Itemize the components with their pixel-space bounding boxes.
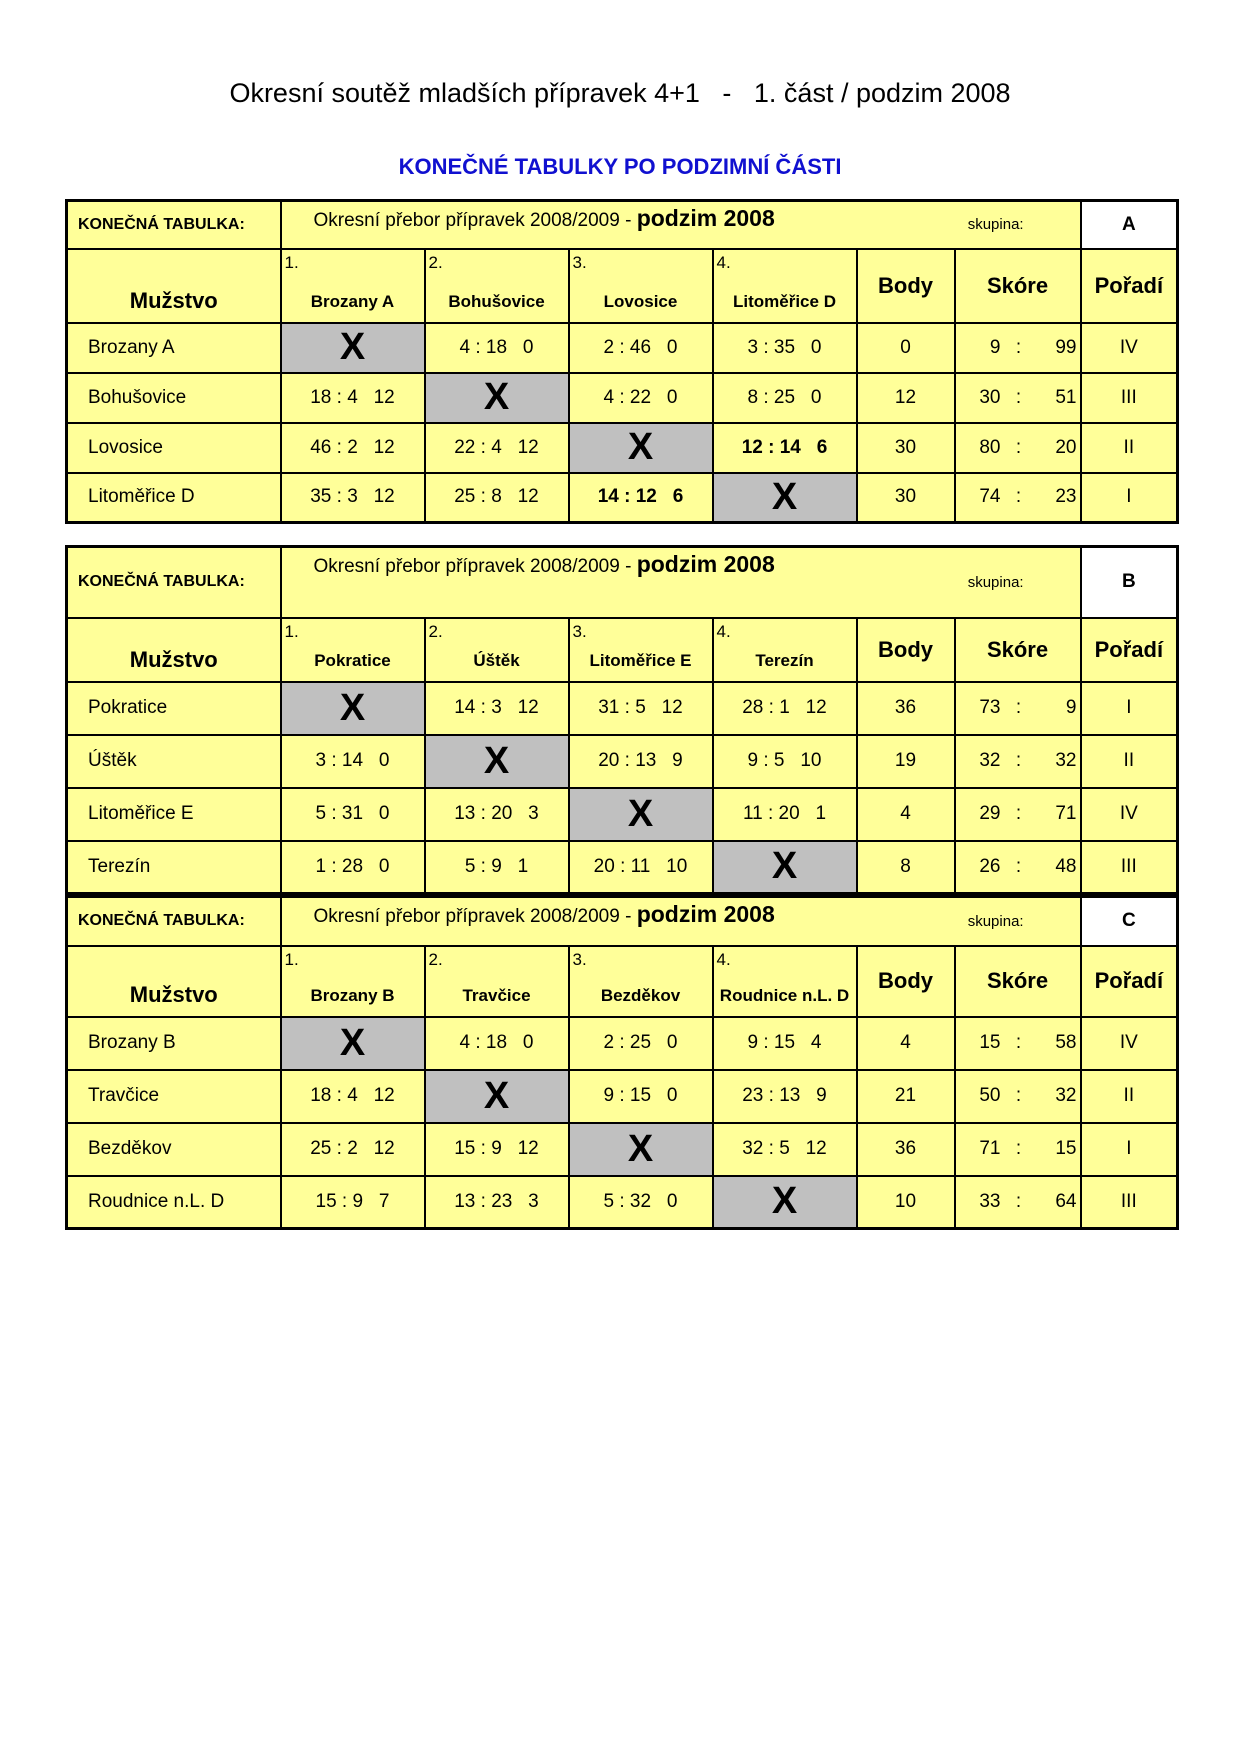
rank-cell: IV [1081, 788, 1178, 841]
goals-against: 20 [1055, 436, 1077, 458]
points-cell: 30 [857, 423, 955, 473]
score-colon: : [1015, 803, 1022, 824]
match-result-cell: 11 : 20 1 [713, 788, 857, 841]
match-result-cell: 4 : 18 0 [425, 1017, 569, 1070]
match-result-cell: 46 : 2 12 [281, 423, 425, 473]
score-column-header: Skóre [955, 618, 1081, 682]
score-colon: : [1015, 436, 1022, 458]
self-match-cell: X [281, 1017, 425, 1070]
goals-against: 32 [1055, 750, 1077, 771]
self-match-cell: X [569, 423, 713, 473]
score-cell [955, 323, 1081, 373]
score-column-header: Skóre [955, 946, 1081, 1017]
group-table-b [65, 545, 1179, 895]
score-colon: : [1015, 1190, 1022, 1212]
opponent-column-header [569, 946, 713, 1017]
points-cell: 4 [857, 788, 955, 841]
match-result-cell: 15 : 9 12 [425, 1123, 569, 1176]
match-result-cell: 20 : 13 9 [569, 735, 713, 788]
opponent-number: 4. [716, 621, 731, 641]
self-match-cell: X [281, 323, 425, 373]
points-cell: 10 [857, 1176, 955, 1229]
opponent-name: Litoměřice D [733, 291, 836, 311]
table-row [67, 1070, 1178, 1123]
group-label: skupina: [967, 912, 1024, 930]
rank-cell: III [1081, 373, 1178, 423]
goals-for: 30 [979, 386, 1001, 408]
match-result-cell: 14 : 3 12 [425, 682, 569, 735]
match-result-cell: 28 : 1 12 [713, 682, 857, 735]
match-result-cell: 9 : 5 10 [713, 735, 857, 788]
match-result-cell: 1 : 28 0 [281, 841, 425, 894]
match-result-cell: 35 : 3 12 [281, 473, 425, 523]
group-label: skupina: [967, 215, 1024, 233]
match-result-cell: 5 : 31 0 [281, 788, 425, 841]
competition-season: podzim 2008 [636, 900, 775, 927]
match-result-cell: 31 : 5 12 [569, 682, 713, 735]
opponent-number: 1. [284, 252, 299, 272]
goals-for: 74 [979, 486, 1001, 508]
final-table-label: KONEČNÁ TABULKA: [67, 201, 281, 249]
table-row [67, 423, 1178, 473]
opponent-name: Bohušovice [448, 291, 545, 311]
goals-against: 32 [1055, 1085, 1077, 1106]
goals-against: 58 [1055, 1032, 1077, 1053]
opponent-name: Travčice [462, 985, 531, 1005]
match-result-cell: 23 : 13 9 [713, 1070, 857, 1123]
match-result-cell: 5 : 9 1 [425, 841, 569, 894]
score-colon: : [1015, 336, 1022, 358]
goals-against: 99 [1055, 336, 1077, 358]
goals-for: 29 [979, 803, 1001, 824]
score-colon: : [1015, 486, 1022, 508]
match-result-cell: 15 : 9 7 [281, 1176, 425, 1229]
score-column-header: Skóre [955, 249, 1081, 323]
opponent-name: Lovosice [603, 291, 678, 311]
points-column-header: Body [857, 946, 955, 1017]
rank-cell: I [1081, 682, 1178, 735]
table-row [67, 373, 1178, 423]
opponent-column-header [281, 249, 425, 323]
goals-for: 73 [979, 697, 1001, 718]
match-result-cell: 12 : 14 6 [713, 423, 857, 473]
goals-against: 64 [1055, 1190, 1077, 1212]
table-row [67, 1017, 1178, 1070]
goals-against: 51 [1055, 386, 1077, 408]
score-cell [955, 373, 1081, 423]
opponent-name: Pokratice [314, 650, 391, 670]
goals-for: 15 [979, 1032, 1001, 1053]
score-colon: : [1015, 1032, 1022, 1053]
match-result-cell: 2 : 25 0 [569, 1017, 713, 1070]
score-cell [955, 423, 1081, 473]
team-name: Úštěk [67, 735, 281, 788]
goals-against: 15 [1055, 1138, 1077, 1159]
match-result-cell: 13 : 23 3 [425, 1176, 569, 1229]
group-table-c [65, 895, 1179, 1230]
match-result-cell: 18 : 4 12 [281, 1070, 425, 1123]
points-column-header: Body [857, 618, 955, 682]
score-cell [955, 1176, 1081, 1229]
group-table-a [65, 199, 1179, 524]
opponent-name: Bezděkov [600, 985, 681, 1005]
table-row [67, 1176, 1178, 1229]
group-label: skupina: [967, 573, 1024, 591]
goals-for: 80 [979, 436, 1001, 458]
score-colon: : [1015, 1138, 1022, 1159]
score-colon: : [1015, 386, 1022, 408]
match-result-cell: 2 : 46 0 [569, 323, 713, 373]
points-cell: 4 [857, 1017, 955, 1070]
goals-for: 9 [989, 336, 1001, 358]
rank-column-header: Pořadí [1081, 946, 1178, 1017]
competition-title [281, 897, 1081, 946]
rank-cell: II [1081, 735, 1178, 788]
self-match-cell: X [713, 473, 857, 523]
opponent-column-header [569, 618, 713, 682]
opponent-number: 3. [572, 621, 587, 641]
team-name: Terezín [67, 841, 281, 894]
score-colon: : [1015, 750, 1022, 771]
rank-cell: III [1081, 1176, 1178, 1229]
points-cell: 19 [857, 735, 955, 788]
opponent-number: 4. [716, 949, 731, 969]
match-result-cell: 4 : 22 0 [569, 373, 713, 423]
match-result-cell: 25 : 2 12 [281, 1123, 425, 1176]
opponent-name: Brozany B [310, 985, 395, 1005]
opponent-column-header [281, 946, 425, 1017]
self-match-cell: X [425, 735, 569, 788]
opponent-column-header [425, 946, 569, 1017]
goals-for: 50 [979, 1085, 1001, 1106]
opponent-column-header [713, 946, 857, 1017]
group-letter: A [1081, 201, 1178, 249]
points-cell: 30 [857, 473, 955, 523]
rank-cell: IV [1081, 1017, 1178, 1070]
competition-season: podzim 2008 [636, 204, 775, 231]
rank-column-header: Pořadí [1081, 249, 1178, 323]
opponent-number: 4. [716, 252, 731, 272]
rank-cell: I [1081, 1123, 1178, 1176]
self-match-cell: X [425, 373, 569, 423]
self-match-cell: X [713, 841, 857, 894]
match-result-cell: 13 : 20 3 [425, 788, 569, 841]
match-result-cell: 18 : 4 12 [281, 373, 425, 423]
opponent-name: Úštěk [473, 650, 520, 670]
match-result-cell: 9 : 15 0 [569, 1070, 713, 1123]
team-name: Pokratice [67, 682, 281, 735]
points-cell: 36 [857, 1123, 955, 1176]
points-cell: 36 [857, 682, 955, 735]
score-cell [955, 841, 1081, 894]
score-cell [955, 1070, 1081, 1123]
goals-against: 71 [1055, 803, 1077, 824]
table-row [67, 682, 1178, 735]
rank-column-header: Pořadí [1081, 618, 1178, 682]
team-name: Travčice [67, 1070, 281, 1123]
table-row [67, 473, 1178, 523]
opponent-name: Roudnice n.L. D [719, 985, 850, 1005]
page-subtitle: KONEČNÉ TABULKY PO PODZIMNÍ ČÁSTI [398, 154, 842, 179]
match-result-cell: 4 : 18 0 [425, 323, 569, 373]
competition-name: Okresní přebor přípravek 2008/2009 - [313, 209, 632, 231]
team-column-header: Mužstvo [67, 946, 281, 1017]
points-cell: 8 [857, 841, 955, 894]
team-name: Litoměřice E [67, 788, 281, 841]
match-result-cell: 3 : 35 0 [713, 323, 857, 373]
match-result-cell: 22 : 4 12 [425, 423, 569, 473]
group-letter: C [1081, 897, 1178, 946]
match-result-cell: 5 : 32 0 [569, 1176, 713, 1229]
rank-cell: III [1081, 841, 1178, 894]
table-row [67, 1123, 1178, 1176]
opponent-column-header [425, 618, 569, 682]
score-cell [955, 473, 1081, 523]
competition-name: Okresní přebor přípravek 2008/2009 - [313, 555, 632, 577]
team-column-header: Mužstvo [67, 249, 281, 323]
opponent-column-header [713, 618, 857, 682]
score-colon: : [1015, 855, 1022, 877]
points-cell: 0 [857, 323, 955, 373]
table-row [67, 788, 1178, 841]
rank-cell: II [1081, 423, 1178, 473]
opponent-number: 3. [572, 252, 587, 272]
match-result-cell: 8 : 25 0 [713, 373, 857, 423]
self-match-cell: X [713, 1176, 857, 1229]
competition-season: podzim 2008 [636, 550, 775, 577]
match-result-cell: 32 : 5 12 [713, 1123, 857, 1176]
match-result-cell: 14 : 12 6 [569, 473, 713, 523]
rank-cell: I [1081, 473, 1178, 523]
self-match-cell: X [569, 1123, 713, 1176]
opponent-name: Brozany A [310, 291, 395, 311]
team-column-header: Mužstvo [67, 618, 281, 682]
team-name: Lovosice [67, 423, 281, 473]
score-colon: : [1015, 697, 1022, 718]
match-result-cell: 20 : 11 10 [569, 841, 713, 894]
page-title: Okresní soutěž mladších přípravek 4+1 - 1. část / podzim 2008 [229, 78, 1011, 108]
group-letter: B [1081, 547, 1178, 618]
points-column-header: Body [857, 249, 955, 323]
goals-for: 71 [979, 1138, 1001, 1159]
team-name: Brozany A [67, 323, 281, 373]
opponent-number: 1. [284, 621, 299, 641]
score-colon: : [1015, 1085, 1022, 1106]
match-result-cell: 3 : 14 0 [281, 735, 425, 788]
opponent-number: 2. [428, 252, 443, 272]
final-table-label: KONEČNÁ TABULKA: [67, 547, 281, 618]
team-name: Brozany B [67, 1017, 281, 1070]
score-cell [955, 788, 1081, 841]
team-name: Bezděkov [67, 1123, 281, 1176]
opponent-number: 2. [428, 621, 443, 641]
goals-for: 32 [979, 750, 1001, 771]
self-match-cell: X [425, 1070, 569, 1123]
opponent-column-header [425, 249, 569, 323]
team-name: Litoměřice D [67, 473, 281, 523]
opponent-column-header [713, 249, 857, 323]
score-cell [955, 1123, 1081, 1176]
match-result-cell: 25 : 8 12 [425, 473, 569, 523]
team-name: Roudnice n.L. D [67, 1176, 281, 1229]
self-match-cell: X [569, 788, 713, 841]
match-result-cell: 9 : 15 4 [713, 1017, 857, 1070]
table-row [67, 735, 1178, 788]
team-name: Bohušovice [67, 373, 281, 423]
opponent-number: 2. [428, 949, 443, 969]
final-table-label: KONEČNÁ TABULKA: [67, 897, 281, 946]
opponent-name: Terezín [755, 650, 814, 670]
points-cell: 21 [857, 1070, 955, 1123]
goals-against: 9 [1065, 697, 1077, 718]
rank-cell: II [1081, 1070, 1178, 1123]
opponent-number: 1. [284, 949, 299, 969]
table-row [67, 841, 1178, 894]
score-cell [955, 1017, 1081, 1070]
rank-cell: IV [1081, 323, 1178, 373]
points-cell: 12 [857, 373, 955, 423]
self-match-cell: X [281, 682, 425, 735]
score-cell [955, 682, 1081, 735]
goals-against: 23 [1055, 486, 1077, 508]
opponent-number: 3. [572, 949, 587, 969]
opponent-column-header [281, 618, 425, 682]
opponent-column-header [569, 249, 713, 323]
score-cell [955, 735, 1081, 788]
opponent-name: Litoměřice E [589, 650, 692, 670]
goals-for: 26 [979, 855, 1001, 877]
goals-against: 48 [1055, 855, 1077, 877]
competition-name: Okresní přebor přípravek 2008/2009 - [313, 905, 632, 927]
table-row [67, 323, 1178, 373]
competition-title [281, 201, 1081, 249]
competition-title [281, 547, 1081, 618]
goals-for: 33 [979, 1190, 1001, 1212]
